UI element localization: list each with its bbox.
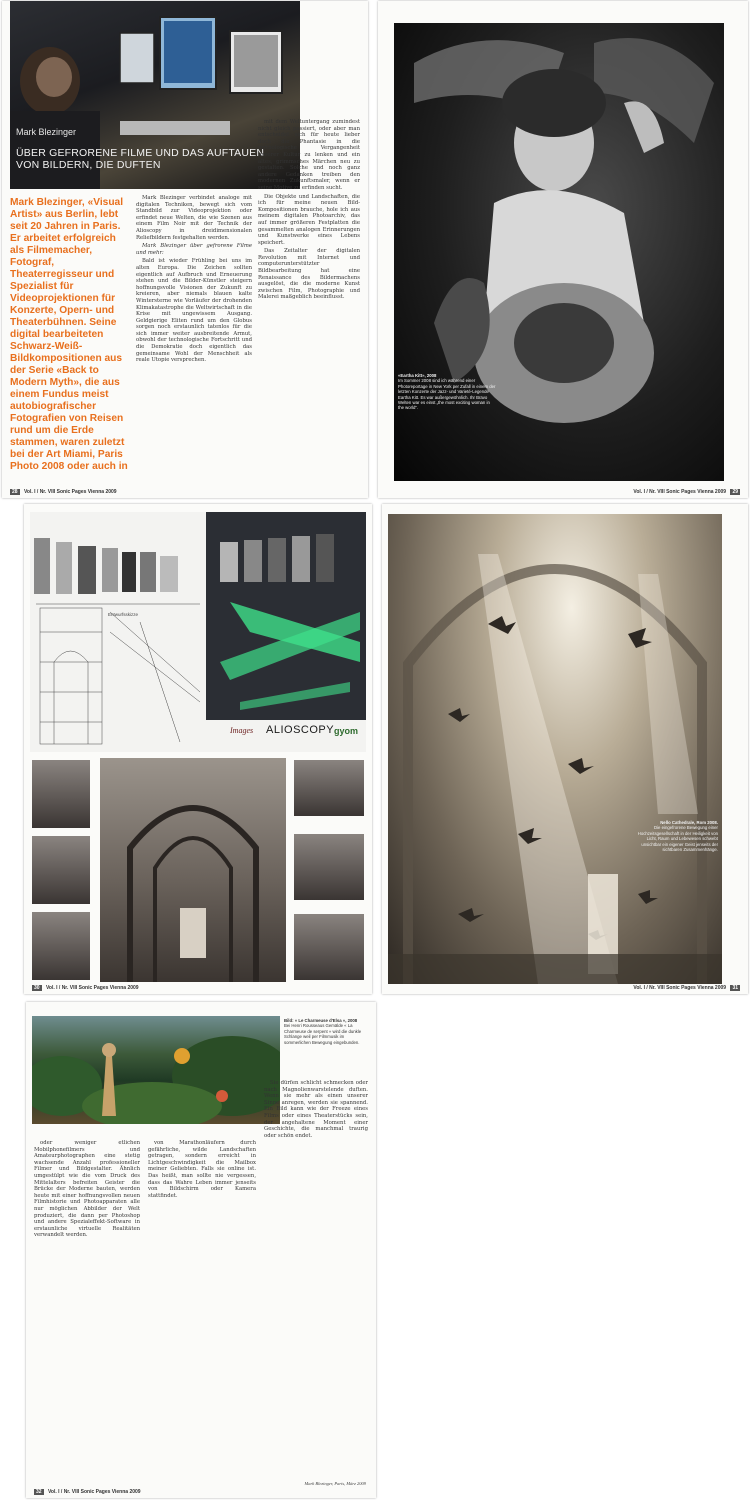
page-number: 29 — [732, 489, 738, 495]
spread2-right-page — [382, 504, 748, 994]
column-1-text: oder weniger etlichen Mobilphonefilmers und Amateurphotographen eine stetig wachsende Anzahl professioneller Filmer und Bildgestalter. Ähnlich umgestülpt wie die vom Druck des Mittelalters befreiten Geister die Brücke der Moderne bauten, werden heute mit einer hoffnungsvollen neuen Filmhistorie und Photoapparaten alle nur möglichen Abbilder der Welt produziert, die dann per Photoshop und andere Spezialeffekt-Software in erstaunliche virtuelle Realitäten verwandelt werden. — [34, 1140, 140, 1239]
page-footer — [633, 985, 740, 991]
page-footer — [10, 489, 117, 495]
page-footer — [633, 489, 740, 495]
page-number: 32 — [36, 1489, 42, 1495]
render-thumb-5 — [294, 834, 364, 900]
caption-title: Bild: « Le Charmeuse d'Elsa », 2008 — [284, 1018, 358, 1023]
column-2-paragraph-3: Das Zeitalter der digitalen Revolution mit Internet und computerunterstützter Bildbearbeitung hat eine Renaissance des Bildermachens ausgelöst, die die moderne Kunst zwischen Film, Photographie und Malerei maßgeblich beeinflusst. — [258, 248, 360, 301]
column-1-paragraph-1: Mark Blezinger verbindet analoge mit digitalen Techniken, bewegt sich vom Standbild zur Videoprojektion oder erfindet neue Welten, die wie Szenen aus einem Film Noir mit der Technik der Alioscopy in dreidimensionalen Reliefbildern festgehalten werden. — [136, 195, 252, 241]
column-1-paragraph-2: Bald ist wieder Frühling bei uns im alten Europa. Die Zeichen sollten eigentlich auf Aufbruch und Erneuerung stehen und die Bilder-Künstler steigern hoffnungsvolle Visionen der Zukunft zu kreieren, aber niemals blauen kalte Wintersterne wie Vorläufer der drohenden Klimakatastrophe die Weltwirtschaft in die Krise mit ungewissem Ausgang. Geldgierige Eliten rund um den Globus sorgen noch erstaunlich tatenlos für die sich immer weiter ausbreitende Armut, obwohl der technologische Fortschritt und die Demokratie doch eigentlich das gemeinsame Wohl der Menschheit als reale Utopie versprechen. — [136, 258, 252, 364]
garden-art — [32, 1016, 280, 1124]
photo-caption — [398, 373, 496, 411]
article-column-1 — [136, 195, 252, 477]
page-footer — [32, 985, 139, 991]
logo-alioscopy: ALIOSCOPY — [266, 724, 335, 736]
caption-title: «Eartha Kitt», 2008 — [398, 373, 437, 378]
sketch-board — [30, 512, 366, 752]
author-signature: Mark Blezinger, Paris, März 2009 — [304, 1481, 366, 1486]
caption-text: Die eingefrorene Bewegung einer Hochzeitsgesellschaft in der Heiligkeit von Licht, Raum und Lebewesen schwebt unsichtbar ein eigener Geist jenseits der sichtbaren Zusammenhänge. — [637, 825, 718, 853]
column-3-text: Sie dürfen schlicht schmecken oder nach Magnolienwarstelende duften. Wenn sie mehr als einen unserer Sinne anregen, werden sie spannend. Ein Bild kann wie der Freeze eines Films oder eines Theaterstücks sein, der angehaltene Moment einer Geschichte, die manchmal traurig oder schön endet. — [264, 1080, 368, 1139]
render-main — [100, 758, 286, 982]
cathedral-photo — [388, 514, 722, 984]
running-footer: Vol. I / Nr. VIII Sonic Pages Vienna 2009 — [633, 489, 727, 495]
render-thumb-6 — [294, 914, 364, 980]
running-footer: Vol. I / Nr. VIII Sonic Pages Vienna 2009 — [45, 985, 139, 991]
render-board — [30, 758, 366, 982]
page-number: 30 — [34, 985, 40, 991]
running-footer: Vol. I / Nr. VIII Sonic Pages Vienna 2009 — [47, 1489, 141, 1495]
render-thumb-3 — [32, 912, 90, 980]
caption-text: Bei Henri Rousseaus Gemälde « La Charmeuse de serpent » wird die dunkle Schlange weil per Filmmusik im sommerlichen Bewegung eingebunden. — [284, 1023, 362, 1045]
page-footer — [34, 1489, 141, 1495]
page-number: 31 — [732, 985, 738, 991]
render-thumb-1 — [32, 760, 90, 828]
article-column-2 — [148, 1140, 256, 1480]
photo-caption — [284, 1018, 372, 1045]
sketch-label: Entwurfsskizze — [108, 612, 139, 617]
sketch-board-art — [30, 512, 366, 752]
article-column-3 — [264, 1080, 368, 1480]
intro-text: Mark Blezinger, «Visual Artist» aus Berlin, lebt seit 20 Jahren in Paris. Er arbeitet erfolgreich als Filmemacher, Fotograf, Theaterregisseur und Spezialist für Videoprojektionen für Konzerte, Opern- und Theaterbühnen. Seine digital bearbeiteten Schwarz-Weiß-Bildkompositionen aus der Serie «Back to Modern Myth», die aus einem Fundus meist autobiografischer Fotografien von Reisen rund um die Erde stammen, waren zuletzt bei der Art Miami, Paris Photo 2008 oder auch in — [10, 197, 128, 472]
photo-caption — [632, 820, 718, 852]
caption-title: Nello Cathedrale, Rom 2008. — [660, 820, 718, 825]
page-number: 28 — [12, 489, 18, 495]
logo-images: Images — [230, 726, 254, 735]
column-2-paragraph-2: Die Objekte und Landschaften, die ich für meine neuen Bild-Kompositionen brauche, hole ich aus meinem digitalen Photoarchiv, das auf immer größeren Festplatten die gesammelten analogen Erinnerungen und Kunstwerke eines Lebens speichert. — [258, 193, 360, 246]
caption-text: Im Sommer 2008 sind ich während einer Photoreportage in New York per Zufall in einem der letzten Konzerte der Jazz- und Varieté-Legende Eartha Kitt. Es war außergewöhnlich. Ihr Bravo Welten war es einst „the most exciting woman in the world“. — [398, 378, 496, 411]
garden-photo — [32, 1016, 280, 1124]
article-column-2 — [258, 119, 360, 477]
render-thumb-4 — [294, 760, 364, 816]
eartha-kitt-art — [394, 23, 724, 481]
spread1-left-page — [2, 1, 368, 498]
logo-gyom: gyom — [334, 726, 359, 736]
spread3-page — [26, 1002, 376, 1498]
running-footer: Vol. I / Nr. VIII Sonic Pages Vienna 2009 — [633, 985, 727, 991]
column-1-subhead: Mark Blezinger über gefrorene Filme und mehr: — [136, 243, 252, 256]
eartha-kitt-photo — [394, 23, 724, 481]
author-name: Mark Blezinger — [16, 127, 77, 137]
column-2-paragraph-1: mit dem Weltuntergang zumindest nicht gleich passiert, oder aber man entscheidet sich für heute lieber doch die Phantasie in die mythologische Vergangenheit unserer Kultur zu lenken und ein altes, grimmsches Märchen neu zu gestalten. Solche und noch ganz andere Gedanken treiben den modernen Zukunftsmaler, wenn er seine Motive zu erfinden sucht. — [258, 119, 360, 191]
spread-3 — [0, 1002, 750, 1500]
cathedral-art — [388, 514, 722, 984]
spread-1 — [0, 0, 750, 500]
running-footer: Vol. I / Nr. VIII Sonic Pages Vienna 2009 — [23, 489, 117, 495]
render-thumb-2 — [32, 836, 90, 904]
spread1-right-page — [378, 1, 748, 498]
spread-2 — [0, 504, 750, 1000]
spread2-left-page — [24, 504, 372, 994]
article-column-1 — [34, 1140, 140, 1480]
headline: ÜBER GEFRORENE FILME UND DAS AUFTAUEN VON BILDERN, DIE DUFTEN — [16, 147, 265, 171]
column-2-text: von Marathonläufern durch gefährliche, wilde Landschaften getragen, sondern erreicht in Lichtgeschwindigkeit die Mailbox meiner Geliebten. Falls sie online ist. Das heißt, man sollte nie vergessen, dass das Wahre Leben immer jenseits von Bildschirm oder Kamera stattfindet. — [148, 1140, 256, 1199]
render-main-art — [100, 758, 286, 982]
studio-photo — [10, 1, 300, 189]
